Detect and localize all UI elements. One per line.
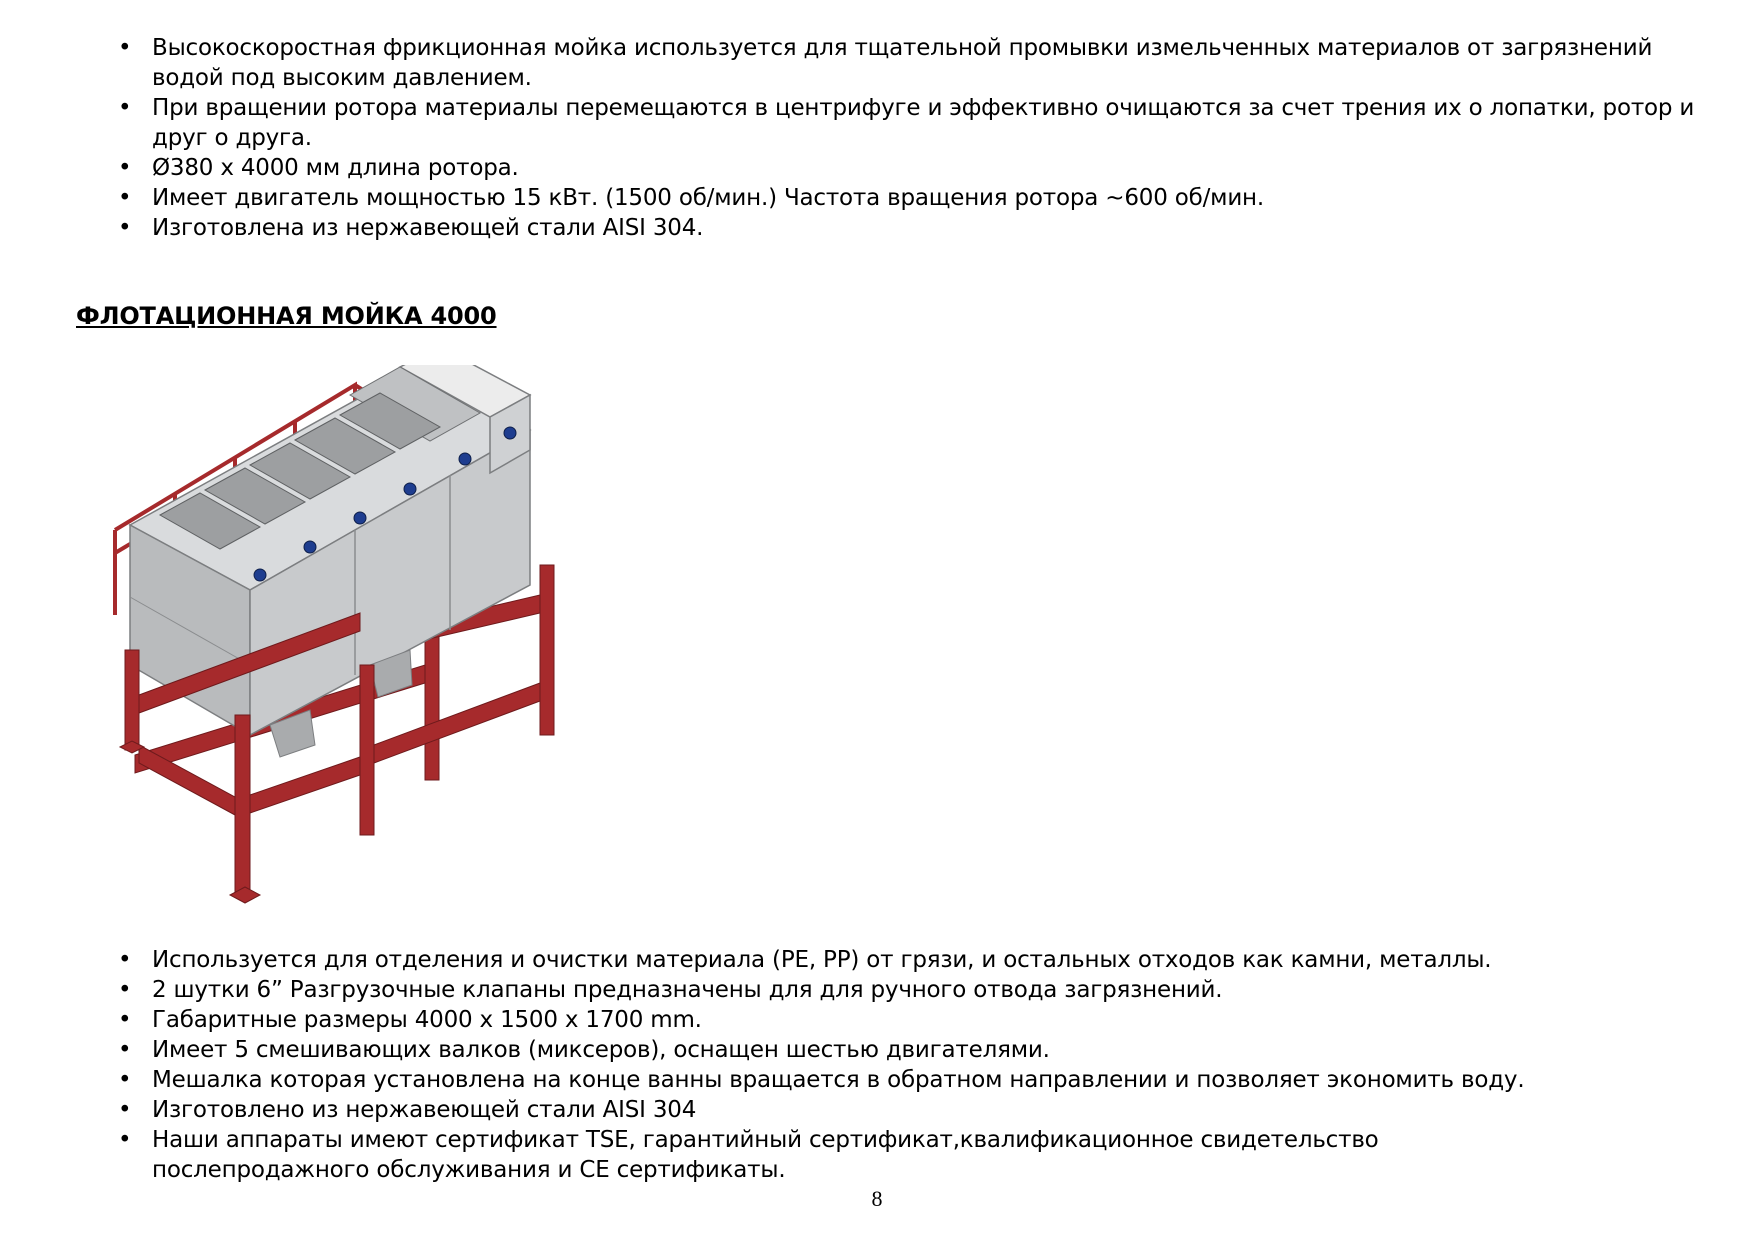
list-item: • Ø380 x 4000 мм длина ротора. — [118, 153, 1718, 183]
section-heading: ФЛОТАЦИОННАЯ МОЙКА 4000 — [76, 302, 497, 330]
list-item: • Габаритные размеры 4000 x 1500 x 1700 mm. — [118, 1005, 1578, 1035]
page-number: 8 — [871, 1186, 883, 1211]
list-item: • При вращении ротора материалы перемещаются в центрифуге и эффективно очищаются за счет трения их о лопатки, ротор и друг о друга. — [118, 93, 1718, 153]
top-bullet-list — [118, 33, 1718, 243]
list-item: • Изготовлена из нержавеющей стали AISI 304. — [118, 213, 1718, 243]
bottom-bullet-list — [118, 945, 1578, 1185]
list-item: • 2 шутки 6” Разгрузочные клапаны предназначены для для ручного отвода загрязнений. — [118, 975, 1578, 1005]
list-item: • Имеет двигатель мощностью 15 кВт. (1500 об/мин.) Частота вращения ротора ~600 об/мин. — [118, 183, 1718, 213]
list-item: • Высокоскоростная фрикционная мойка используется для тщательной промывки измельченных материалов от загрязнений водой под высоким давлением. — [118, 33, 1718, 93]
list-item: • Изготовлено из нержавеющей стали AISI 304 — [118, 1095, 1578, 1125]
flotation-washer-illustration — [100, 365, 620, 905]
list-item: • Используется для отделения и очистки материала (PE, PP) от грязи, и остальных отходов как камни, металлы. — [118, 945, 1578, 975]
list-item: • Мешалка которая установлена на конце ванны вращается в обратном направлении и позволяет экономить воду. — [118, 1065, 1578, 1095]
list-item: • Наши аппараты имеют сертификат TSE, гарантийный сертификат,квалификационное свидетельство послепродажного обслуживания и CE сертификаты. — [118, 1125, 1578, 1185]
list-item: • Имеет 5 смешивающих валков (миксеров), оснащен шестью двигателями. — [118, 1035, 1578, 1065]
